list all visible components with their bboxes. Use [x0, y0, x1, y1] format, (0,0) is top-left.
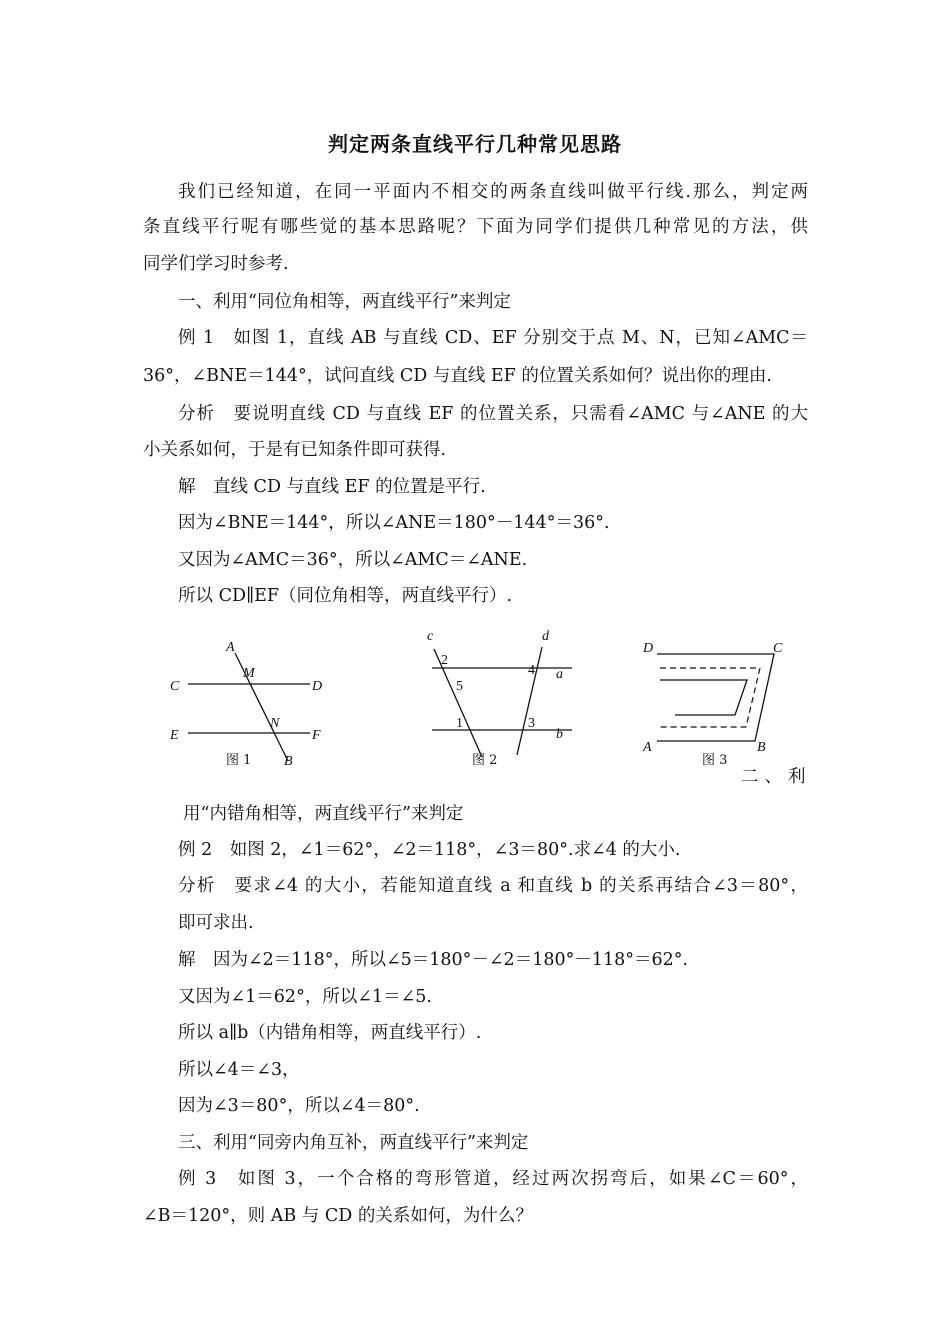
- analysis-1-line-2: 小关系如何，于是有已知条件即可获得.: [143, 440, 447, 460]
- angle-4-label: 4: [528, 663, 535, 678]
- label-b: B: [757, 740, 766, 755]
- label-c: C: [773, 641, 783, 656]
- label-d: D: [312, 679, 323, 694]
- angle-2-label: 2: [441, 653, 448, 668]
- analysis-2-line-1: 分析 要求∠4 的大小，若能知道直线 a 和直线 b 的关系再结合∠3＝80°，: [178, 876, 808, 896]
- section-2-heading-part-2: 用“内错角相等，两直线平行”来判定: [183, 804, 464, 824]
- example-3-line-2: ∠B＝120°，则 AB 与 CD 的关系如何，为什么？: [143, 1206, 533, 1226]
- example-1-line-2: 36°，∠BNE＝144°，试问直线 CD 与直线 EF 的位置关系如何？说出你的理由.: [143, 366, 772, 386]
- label-d: D: [643, 641, 654, 656]
- solution-1-line-1: 解 直线 CD 与直线 EF 的位置是平行.: [178, 477, 486, 497]
- example-1-line-1: 例 1 如图 1，直线 AB 与直线 CD、EF 分别交于点 M、N，已知∠AMC＝: [178, 328, 808, 348]
- intro-line-2: 条直线平行呢有哪些觉的基本思路呢？下面为同学们提供几种常见的方法，供: [143, 217, 808, 237]
- solution-2-line-4: 所以∠4＝∠3，: [178, 1060, 300, 1080]
- solution-1-line-2: 因为∠BNE＝144°，所以∠ANE＝180°－144°＝36°.: [178, 513, 610, 533]
- figure-1: [160, 625, 340, 779]
- label-n: N: [270, 716, 280, 731]
- solution-2-line-2: 又因为∠1＝62°，所以∠1＝∠5.: [178, 987, 432, 1007]
- label-c: C: [170, 679, 180, 694]
- example-3-line-1: 例 3 如图 3，一个合格的弯形管道，经过两次拐弯后，如果∠C＝60°，: [178, 1169, 808, 1189]
- section-3-heading: 三、利用“同旁内角互补，两直线平行”来判定: [178, 1133, 529, 1153]
- analysis-2-line-2: 即可求出.: [178, 913, 254, 933]
- solution-1-line-4: 所以 CD∥EF（同位角相等，两直线平行）.: [178, 586, 513, 606]
- figure-2-caption: 图 2: [472, 753, 498, 768]
- analysis-1-line-1: 分析 要说明直线 CD 与直线 EF 的位置关系，只需看∠AMC 与∠ANE 的大: [178, 404, 808, 424]
- label-m: M: [243, 666, 255, 681]
- example-2-line: 例 2 如图 2，∠1＝62°，∠2＝118°，∠3＝80°.求∠4 的大小.: [178, 840, 681, 860]
- angle-1-label: 1: [456, 716, 463, 731]
- label-b: B: [284, 754, 293, 769]
- intro-line-1: 我们已经知道，在同一平面内不相交的两条直线叫做平行线.那么，判定两: [178, 182, 808, 202]
- label-e: E: [170, 728, 179, 743]
- solution-2-line-1: 解 因为∠2＝118°，所以∠5＝180°－∠2＝180°－118°＝62°.: [178, 950, 689, 970]
- solution-1-line-3: 又因为∠AMC＝36°，所以∠AMC＝∠ANE.: [178, 550, 528, 570]
- label-d: d: [542, 629, 549, 644]
- label-a: A: [643, 740, 652, 755]
- pipe-centerline: [660, 668, 760, 727]
- solution-2-line-3: 所以 a∥b（内错角相等，两直线平行）.: [178, 1023, 482, 1043]
- page-title: 判定两条直线平行几种常见思路: [328, 132, 622, 156]
- label-b: b: [556, 727, 563, 742]
- label-a: a: [556, 667, 563, 682]
- angle-5-label: 5: [456, 679, 463, 694]
- intro-line-3: 同学们学习时参考.: [143, 254, 289, 274]
- label-f: F: [312, 728, 321, 743]
- label-a: A: [226, 640, 235, 655]
- section-2-heading-part-1: 二、利: [741, 767, 812, 787]
- pipe-outer: [657, 654, 774, 741]
- section-1-heading: 一、利用“同位角相等，两直线平行”来判定: [178, 292, 511, 312]
- figure-1-caption: 图 1: [226, 753, 252, 768]
- pipe-inner: [660, 680, 747, 715]
- figure-3: [640, 625, 790, 779]
- figure-2: [420, 625, 590, 779]
- angle-3-label: 3: [528, 716, 535, 731]
- solution-2-line-5: 因为∠3＝80°，所以∠4＝80°.: [178, 1096, 420, 1116]
- figure-3-caption: 图 3: [702, 753, 728, 768]
- label-c: c: [427, 629, 434, 644]
